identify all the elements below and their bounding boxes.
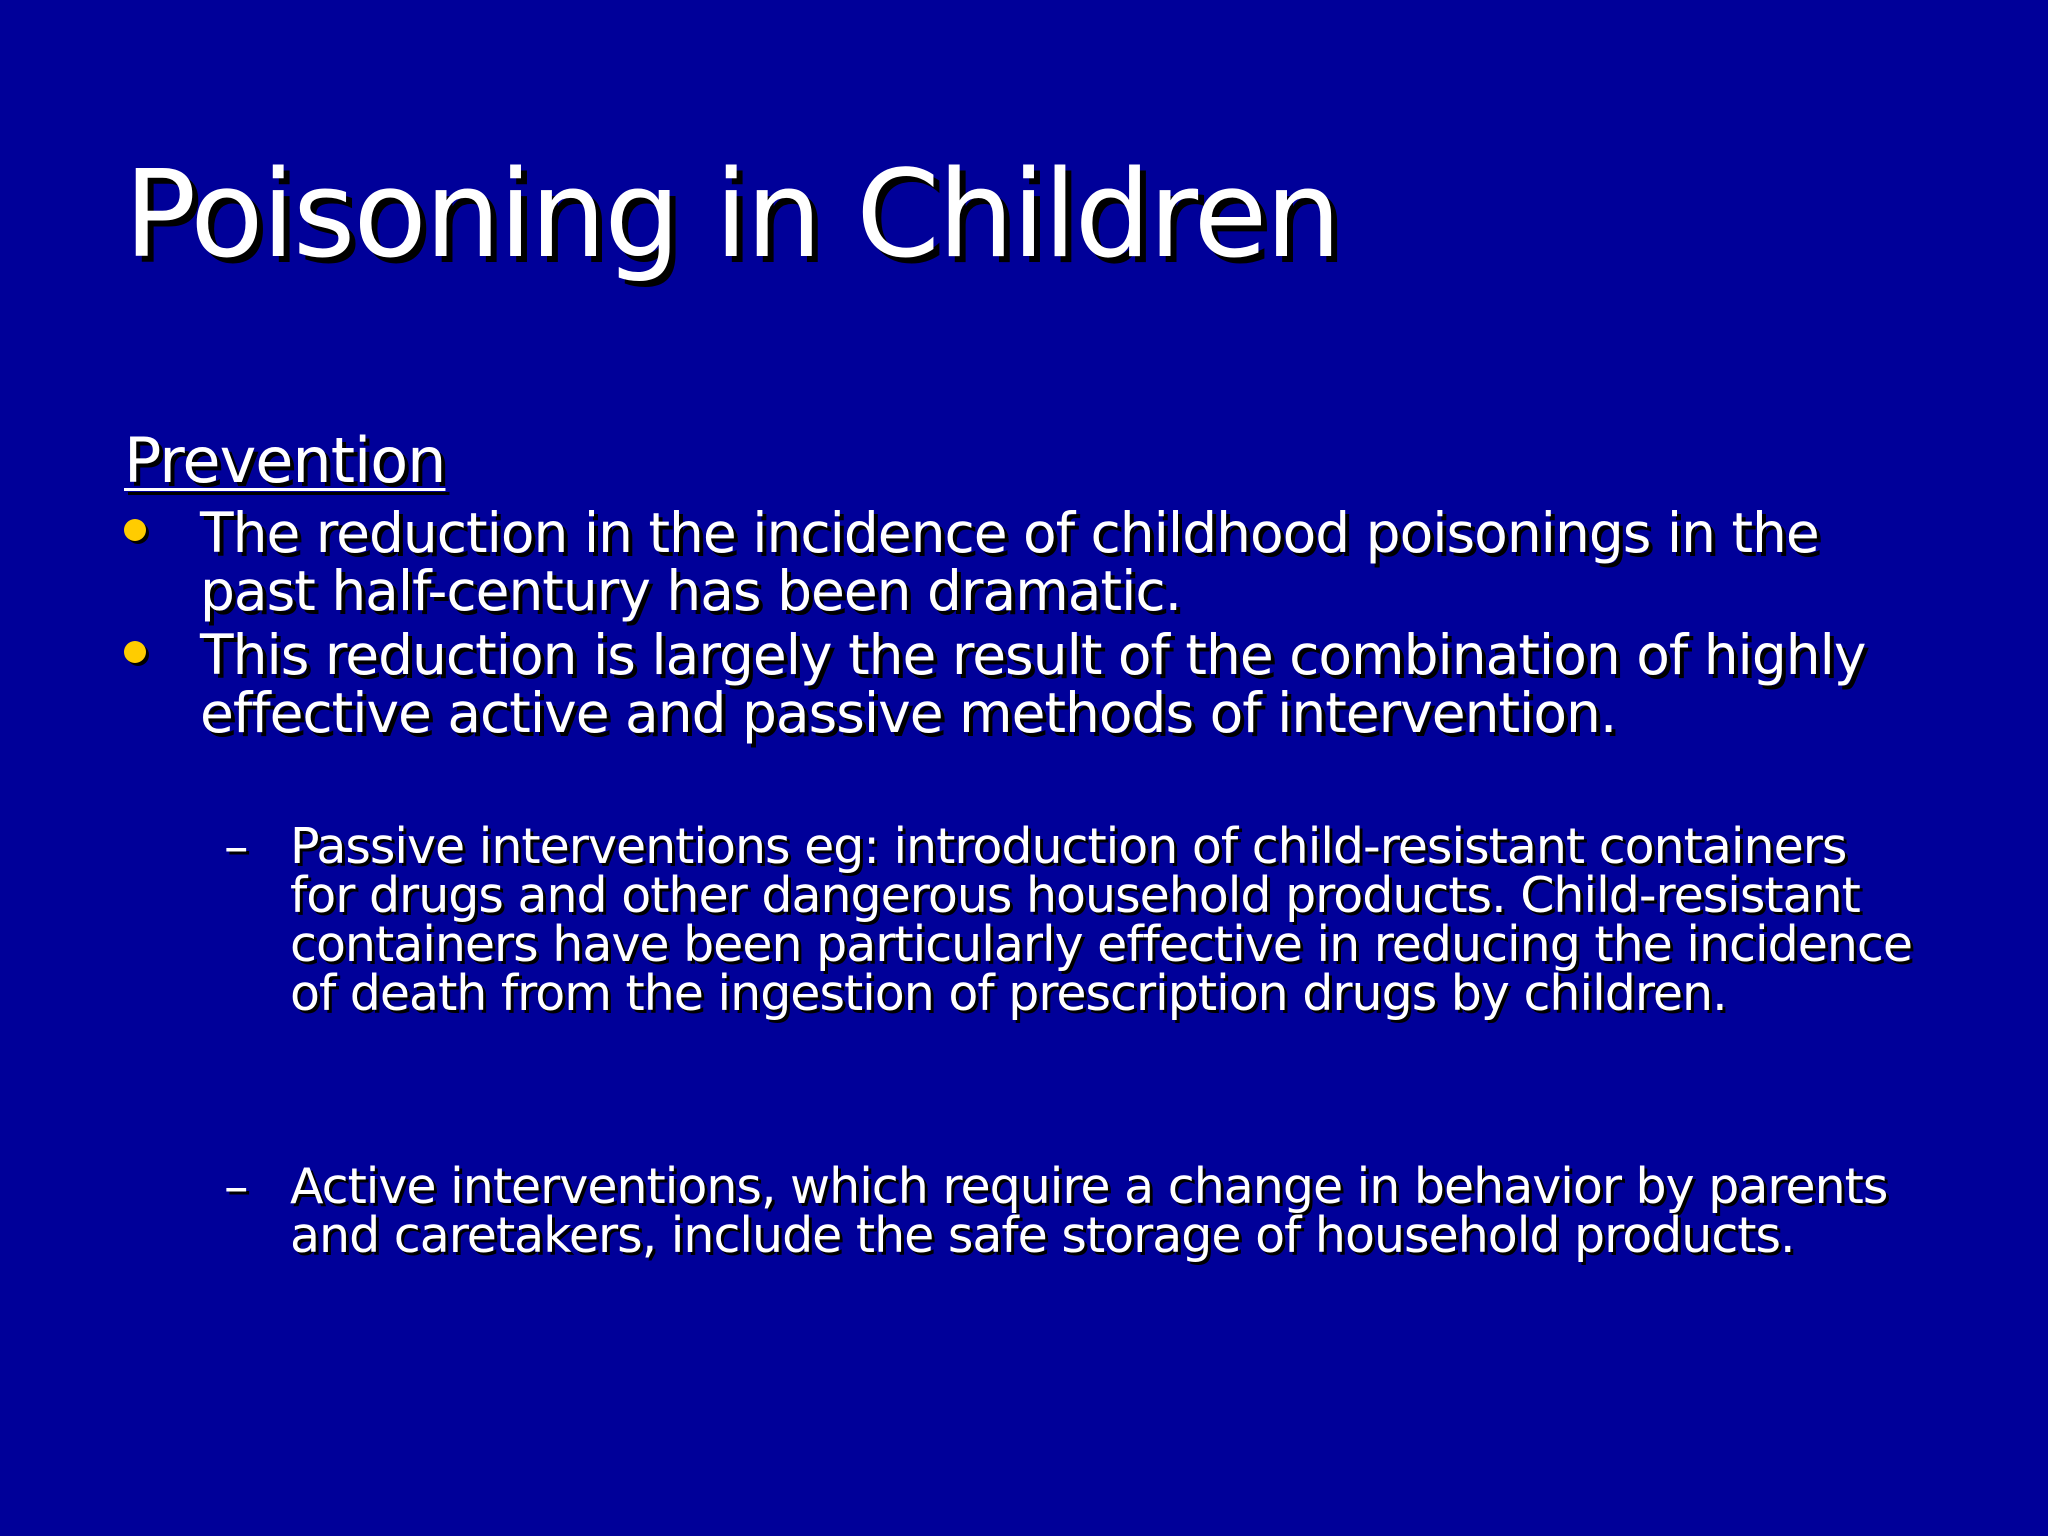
bullet-dot-icon [124, 519, 146, 541]
sub-bullet-text: Passive interventions eg: introduction of child-resistant containers for drugs and other dangerous household products. Child-resistant containers have been particularly effective in reducing the incidence of death from the ingestion of prescription drugs by children. [290, 818, 1912, 1022]
slide-content [124, 424, 1924, 1264]
bullet-dot-icon [124, 641, 146, 663]
slide-title: Poisoning in Children [124, 146, 1340, 285]
bullet-list [124, 501, 1924, 745]
dash-marker: – [224, 818, 248, 875]
bullet-item [124, 623, 1924, 745]
dash-marker: – [224, 1158, 248, 1215]
sub-bullet-text: Active interventions, which require a change in behavior by parents and caretakers, include the safe storage of household products. [290, 1158, 1888, 1264]
sub-bullet-list [124, 818, 1924, 1264]
bullet-item [124, 501, 1924, 623]
section-heading: Prevention [124, 424, 446, 497]
sub-bullet-item [124, 818, 1924, 1022]
bullet-text: This reduction is largely the result of the combination of highly effective active and passive methods of intervention. [200, 623, 1866, 745]
sub-bullet-item [124, 1158, 1924, 1264]
bullet-text: The reduction in the incidence of childhood poisonings in the past half-century has been dramatic. [200, 501, 1819, 623]
